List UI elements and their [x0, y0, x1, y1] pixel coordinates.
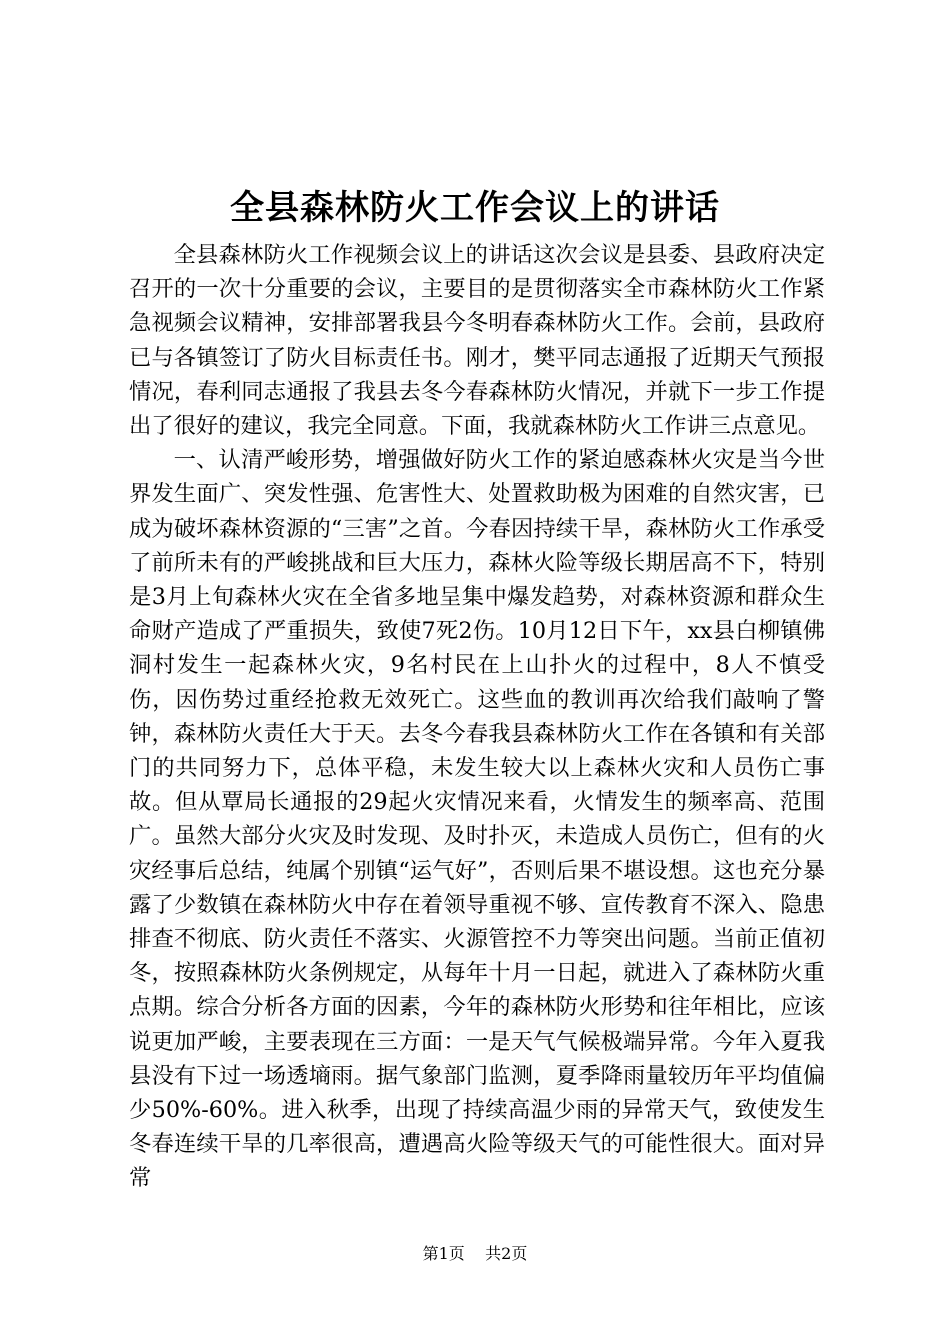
footer-separator: [470, 1244, 480, 1263]
page-number-total: 共2页: [485, 1244, 528, 1263]
document-body: [129, 238, 825, 1196]
paragraph-section-one: 一、认清严峻形势，增强做好防火工作的紧迫感森林火灾是当今世界发生面广、突发性强、危害性大、处置救助极为困难的自然灾害，已成为破坏森林资源的“三害”之首。今春因持续干旱，森林防火工作承受了前所未有的严峻挑战和巨大压力，森林火险等级长期居高不下，特别是3月上旬森林火灾在全省多地呈集中爆发趋势，对森林资源和群众生命财产造成了严重损失，致使7死2伤。10月12日下午，xx县白柳镇佛洞村发生一起森林火灾，9名村民在上山扑火的过程中，8人不慎受伤，因伤势过重经抢救无效死亡。这些血的教训再次给我们敲响了警钟，森林防火责任大于天。去冬今春我县森林防火工作在各镇和有关部门的共同努力下，总体平稳，未发生较大以上森林火灾和人员伤亡事故。但从覃局长通报的29起火灾情况来看，火情发生的频率高、范围广。虽然大部分火灾及时发现、及时扑灭，未造成人员伤亡，但有的火灾经事后总结，纯属个别镇“运气好”，否则后果不堪设想。这也充分暴露了少数镇在森林防火中存在着领导重视不够、宣传教育不深入、隐患排查不彻底、防火责任不落实、火源管控不力等突出问题。当前正值初冬，按照森林防火条例规定，从每年十月一日起，就进入了森林防火重点期。综合分析各方面的因素，今年的森林防火形势和往年相比，应该说更加严峻，主要表现在三方面：一是天气气候极端异常。今年入夏我县没有下过一场透墒雨。据气象部门监测，夏季降雨量较历年平均值偏少50%-60%。进入秋季，出现了持续高温少雨的异常天气，致使发生冬春连续干旱的几率很高，遭遇高火险等级天气的可能性很大。面对异常: [129, 447, 825, 1192]
page-number-current: 第1页: [422, 1244, 465, 1263]
paragraph-intro: 全县森林防火工作视频会议上的讲话这次会议是县委、县政府决定召开的一次十分重要的会议，主要目的是贯彻落实全市森林防火工作紧急视频会议精神，安排部署我县今冬明春森林防火工作。会前，县政府已与各镇签订了防火目标责任书。刚才，樊平同志通报了近期天气预报情况，春利同志通报了我县去冬今春森林防火情况，并就下一步工作提出了很好的建议，我完全同意。下面，我就森林防火工作讲三点意见。: [129, 242, 825, 440]
page-footer: [0, 1244, 950, 1264]
document-title: 全县森林防火工作会议上的讲话: [230, 188, 720, 228]
